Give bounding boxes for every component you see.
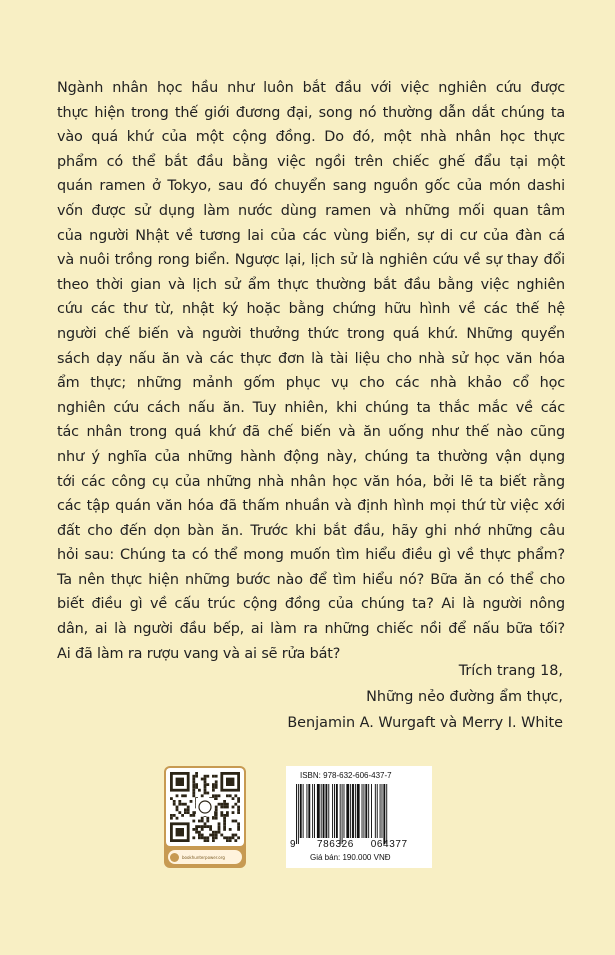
text-line: dân, ai là người đầu bếp, ai làm ra những chiếc nồi để nấu bữa tối? [57, 621, 565, 638]
qr-url-pill [168, 850, 242, 864]
text-line: sách dạy nấu ăn và các thực đơn là tài liệu cho nhà sử học văn hóa [57, 350, 565, 367]
text-line: Ai đã làm ra rượu vang và ai sẽ rửa bát? [57, 645, 341, 662]
text-line: biết điều gì về cấu trúc cộng đồng của chúng ta? Ai là người nông [57, 596, 565, 613]
text-line: của người Nhật về tương lai của các vùng biển, sự di cư của đàn cá [57, 227, 565, 244]
text-line: thực hiện trong thế giới đương đại, song nó thường dẫn dắt chúng ta [57, 104, 565, 121]
credit-authors: Benjamin A. Wurgaft và Merry I. White [287, 715, 563, 731]
qr-url-text: bookhunterpower.org [182, 854, 225, 860]
phone-icon [170, 853, 179, 862]
text-line: nghiên cứu cách nấu ăn. Tuy nhiên, khi chúng ta thắc mắc về các [57, 399, 565, 416]
text-line: như ý nghĩa của những hành động này, chúng ta thường vận dụng [57, 448, 565, 465]
barcode-left-group: 786326 [316, 839, 354, 850]
price-label: Giá bán: 190.000 VNĐ [310, 853, 391, 862]
text-line: quán ramen ở Tokyo, sau đó chuyển sang nguồn gốc của món dashi [57, 178, 565, 195]
isbn-label: ISBN: 978-632-606-437-7 [300, 771, 392, 780]
isbn-barcode [286, 766, 432, 868]
text-line: theo thời gian và lịch sử ẩm thực thường bắt đầu bằng việc nghiên [57, 276, 565, 293]
barcode-lead-digit: 9 [290, 839, 297, 850]
text-line: Ngành nhân học hầu như luôn bắt đầu với việc nghiên cứu được [57, 80, 565, 96]
text-line: hỏi sau: Chúng ta có thể mong muốn tìm hiểu điều gì về thực phẩm? [57, 547, 565, 564]
barcode-digits [290, 839, 428, 850]
text-line: đất cho đến dọn bàn ăn. Trước khi bắt đầu, hãy ghi nhớ những câu [57, 522, 565, 539]
quote-credit [287, 658, 563, 736]
qr-code-icon [166, 768, 244, 846]
credit-book-title: Những nẻo đường ẩm thực, [366, 689, 563, 705]
text-line: Ta nên thực hiện những bước nào để tìm hiểu nó? Bữa ăn có thể cho [57, 571, 565, 588]
text-line: ẩm thực; những mảnh gốm phục vụ cho các nhà khảo cổ học [57, 375, 565, 392]
text-line: vào quá khứ của một cộng đồng. Do đó, một nhà nhân học thực [57, 129, 565, 146]
qr-code [166, 768, 244, 846]
text-line: người chế biến và người thưởng thức trong quá khứ. Những quyển [57, 325, 565, 342]
back-cover-text [57, 76, 565, 666]
barcode-right-group: 064377 [370, 839, 408, 850]
text-line: tới các công cụ của những nhà nhân học văn hóa, bởi lẽ ta biết rằng [57, 473, 565, 490]
text-line: phẩm có thể bắt đầu bằng việc ngồi trên chiếc ghế đẩu tại một [57, 153, 565, 170]
text-line: và nuôi trồng rong biển. Ngược lại, lịch sử là nghiên cứu về sự thay đổi [57, 252, 565, 269]
text-line: cứu các thư từ, nhật ký hoặc bằng chứng hữu hình về các thế hệ [57, 301, 565, 318]
text-line: vốn được sử dụng làm nước dùng ramen và những mối quan tâm [57, 202, 565, 219]
qr-code-card [164, 766, 246, 868]
text-line: tác nhân trong quá khứ đã chế biến và ăn uống như thế nào cũng [57, 424, 565, 441]
credit-page: Trích trang 18, [458, 663, 563, 679]
text-line: các tập quán văn hóa đã thấm nhuần và định hình mọi thứ từ việc xới [57, 498, 565, 515]
barcode-bars [296, 784, 424, 844]
